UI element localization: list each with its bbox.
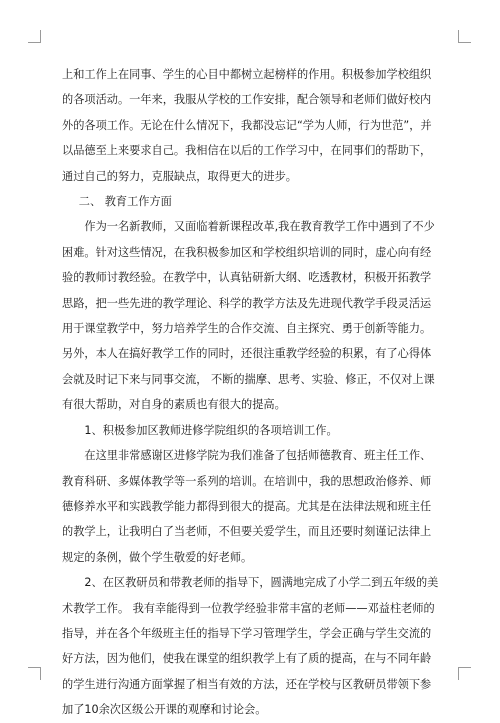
paragraph-teaching-work: 作为一名新教师，又面临着新课程改革,我在教育教学工作中遇到了不少困难。针对这些情况，在我积极参加区和学校组织培训的同时，虚心向有经验的教师讨教经验。在教学中，认真钻研新大纲、吃透教材，积极开拓教学思路，把一些先进的教学理论、科学的教学方法及先进现代教学手段灵活运用于课堂教学中，努力培养学生的合作交流、自主探究、勇于创新等能力。另外，本人在搞好教学工作的同时，还很注重教学经验的积累，有了心得体会就及时记下来与同事交流， 不断的揣摩、思考、实验、修正，不仅对上课有很大帮助，对自身的素质也有很大的提高。 xyxy=(62,220,435,412)
list-item-guidance: 2、在区教研员和带教老师的指导下，圆满地完成了小学二到五年级的美术教学工作。 我有幸能得到一位教学经验非常丰富的老师——邓益柱老师的指导，并在各个年级班主任的指导下学习管理学生，学会正确与学生交流的好方法，因为他们，使我在课堂的组织教学上有了质的提高，在与不同年龄的学生进行沟通方面掌握了相当有效的方法，还在学校与区教研员带领下参加了10余次区级公开课的观摩和讨论会。 xyxy=(62,576,439,717)
document-body xyxy=(62,62,442,723)
paragraph-training-thanks: 在这里非常感谢区进修学院为我们准备了包括师德教育、班主任工作、教育科研、多媒体教学等一系列的培训。在培训中，我的思想政治修养、师德修养水平和实践教学能力都得到很大的提高。尤其是在法律法规和班主任的教学上，让我明白了当老师，不但要关爱学生，而且还要时刻谨记法律上规定的条例，做个学生敬爱的好老师。 xyxy=(62,449,432,564)
crop-mark-top-right xyxy=(458,30,471,43)
section-heading-teaching: 二、 教育工作方面 xyxy=(78,195,172,209)
list-item-training: 1、积极参加区教师进修学院组织的各项培训工作。 xyxy=(84,423,338,437)
crop-mark-bottom-left xyxy=(28,667,41,680)
crop-mark-top-left xyxy=(28,30,41,43)
crop-mark-bottom-right xyxy=(458,667,471,680)
paragraph-activities: 上和工作上在同事、学生的心目中都树立起榜样的作用。积极参加学校组织的各项活动。一年来，我服从学校的工作安排，配合领导和老师们做好校内外的各项工作。无论在什么情况下，我都没忘记“学为人师，行为世范”，并以品德至上来要求自己。我相信在以后的工作学习中，在同事们的帮助下，通过自己的努力，克服缺点，取得更大的进步。 xyxy=(62,68,432,183)
